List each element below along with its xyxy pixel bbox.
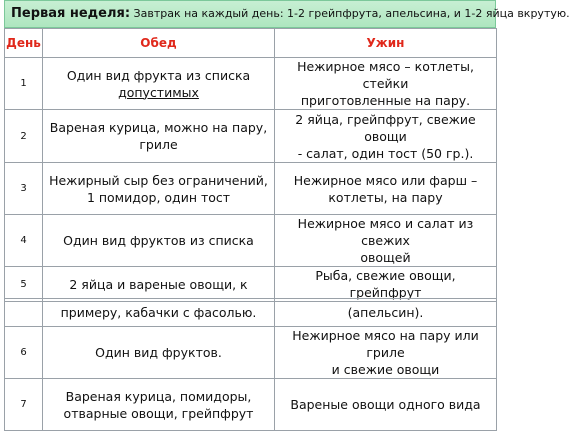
dinner-cell bbox=[275, 58, 497, 110]
dinner-line: овощей bbox=[360, 250, 411, 265]
dinner-line: Нежирное мясо и салат из свежих bbox=[297, 216, 474, 248]
lunch-line: 1 помидор, один тост bbox=[86, 189, 231, 205]
lunch-line: Один вид фрукта из списка bbox=[66, 67, 251, 83]
lunch-line: отварные овощи, грейпфрут bbox=[63, 405, 254, 421]
week-title: Первая неделя: bbox=[11, 6, 131, 21]
lunch-line: Вареная курица, помидоры, bbox=[65, 388, 252, 404]
lunch-line: Вареная курица, можно на пару, bbox=[49, 120, 268, 135]
lunch-cell bbox=[43, 299, 275, 327]
lunch-cell bbox=[43, 215, 275, 267]
header-dinner: Ужин bbox=[275, 29, 497, 58]
lunch-cell bbox=[43, 327, 275, 379]
table-row bbox=[5, 267, 497, 302]
lunch-cell bbox=[43, 379, 275, 431]
header-lunch: Обед bbox=[43, 29, 275, 58]
day-number: 3 bbox=[5, 163, 43, 215]
day-number: 4 bbox=[5, 215, 43, 267]
dinner-cell bbox=[275, 327, 497, 379]
day-number bbox=[5, 299, 43, 327]
lunch-cell bbox=[43, 58, 275, 110]
lunch-line: Один вид фруктов из списка bbox=[63, 233, 254, 248]
table-row bbox=[5, 215, 497, 267]
dinner-cell bbox=[275, 299, 497, 327]
dinner-line: и свежие овощи bbox=[331, 362, 440, 377]
dinner-cell bbox=[275, 215, 497, 267]
meal-plan-table-continued bbox=[4, 298, 497, 431]
lunch-line: Нежирный сыр без ограничений, bbox=[49, 172, 268, 188]
lunch-cell bbox=[43, 110, 275, 163]
dinner-cell bbox=[275, 267, 497, 302]
meal-plan-table bbox=[4, 28, 497, 302]
lunch-cell bbox=[43, 163, 275, 215]
lunch-line: допустимых bbox=[118, 84, 199, 100]
lunch-line: гриле bbox=[139, 137, 178, 152]
day-number: 7 bbox=[5, 379, 43, 431]
dinner-line: Рыба, свежие овощи, грейпфрут bbox=[315, 268, 456, 300]
table-row bbox=[5, 58, 497, 110]
dinner-cell bbox=[275, 163, 497, 215]
day-number: 5 bbox=[5, 267, 43, 302]
lunch-line: Один вид фруктов. bbox=[95, 345, 222, 360]
dinner-line: Нежирное мясо – котлеты, стейки bbox=[297, 59, 474, 91]
dinner-line: Нежирное мясо или фарш – bbox=[293, 172, 478, 188]
week-banner bbox=[4, 0, 570, 28]
dinner-line: - салат, один тост (50 гр.). bbox=[297, 145, 474, 161]
dinner-line: котлеты, на пару bbox=[328, 189, 443, 205]
table-row bbox=[5, 163, 497, 215]
day-number: 6 bbox=[5, 327, 43, 379]
dinner-line: 2 яйца, грейпфрут, свежие овощи bbox=[295, 111, 476, 144]
lunch-line: примеру, кабачки с фасолью. bbox=[60, 305, 257, 320]
dinner-line: приготовленные на пару. bbox=[300, 93, 471, 108]
dinner-line: (апельсин). bbox=[347, 305, 424, 320]
dinner-line: Нежирное мясо на пару или гриле bbox=[292, 328, 479, 360]
breakfast-note: Завтрак на каждый день: 1-2 грейпфрута, апельсина, и 1-2 яйца вкрутую. bbox=[130, 7, 570, 20]
table-row bbox=[5, 110, 497, 163]
lunch-line: 2 яйца и вареные овощи, к bbox=[69, 276, 248, 292]
day-number: 1 bbox=[5, 58, 43, 110]
lunch-cell bbox=[43, 267, 275, 302]
table-row bbox=[5, 299, 497, 327]
table-row bbox=[5, 327, 497, 379]
dinner-cell bbox=[275, 110, 497, 163]
dinner-cell bbox=[275, 379, 497, 431]
header-day: День bbox=[5, 29, 43, 58]
dinner-line: Вареные овощи одного вида bbox=[290, 397, 481, 412]
table-header-row bbox=[5, 29, 497, 58]
day-number: 2 bbox=[5, 110, 43, 163]
table-row bbox=[5, 379, 497, 431]
